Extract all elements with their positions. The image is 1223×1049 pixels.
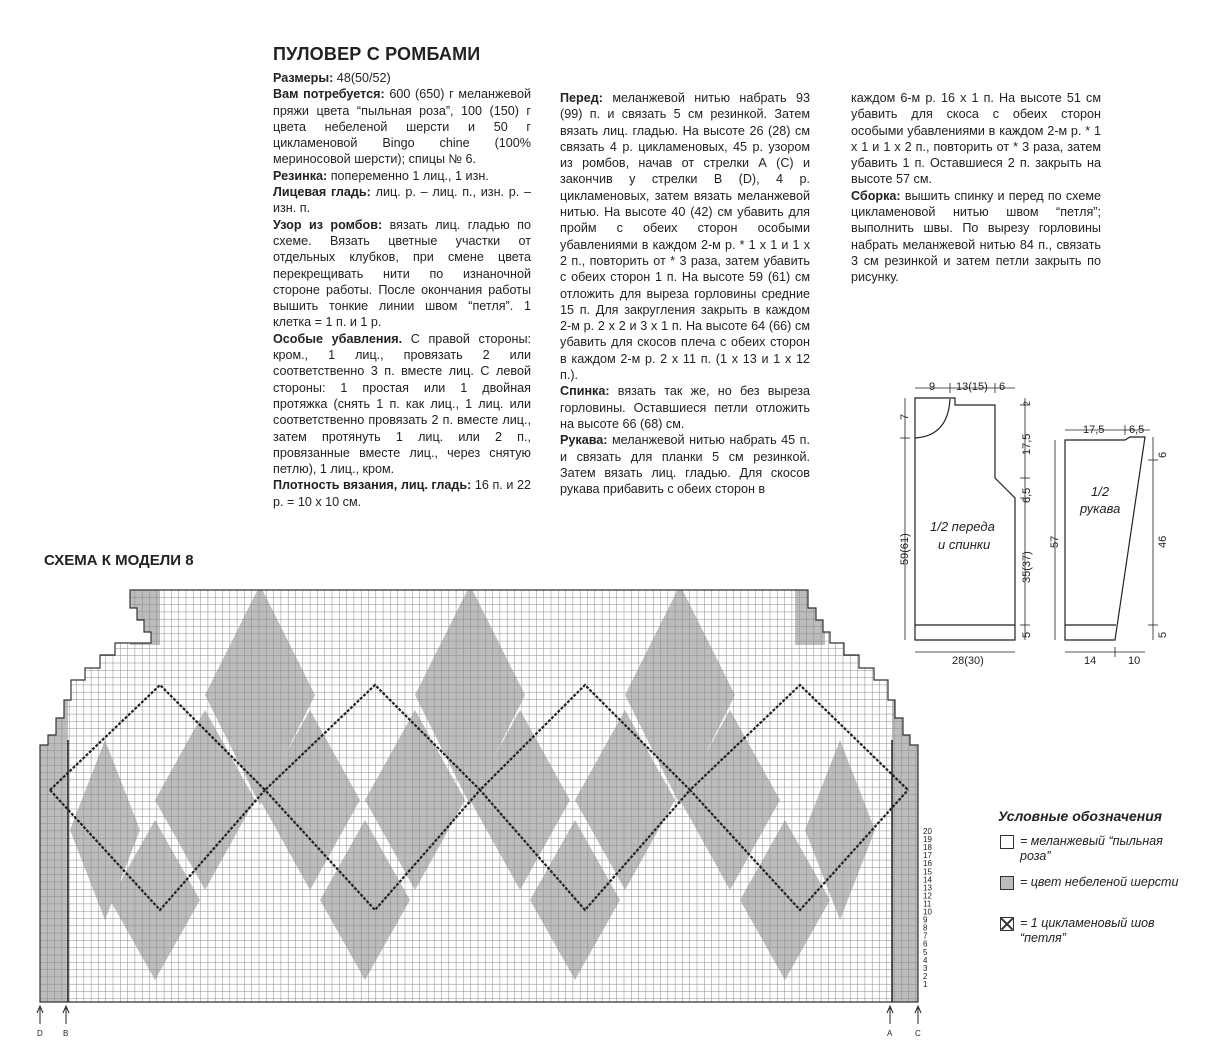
row-number-label: 9 [923, 915, 928, 925]
row-number-label: 4 [923, 955, 928, 965]
paragraph-text: 16 п. и 22 р. = 10 х 10 см. [273, 478, 531, 509]
sleeve-width-1: 17,5 [1083, 424, 1105, 436]
front-height-neck: 7 [899, 413, 911, 420]
column-arrows [37, 1006, 921, 1038]
front-h-4: 35(37) [1021, 551, 1033, 583]
paragraph-label: Узор из ромбов: [273, 217, 383, 232]
sleeve-label-line1: 1/2 [1091, 484, 1110, 499]
row-number-label: 7 [923, 931, 928, 941]
column-arrow-icon [887, 1006, 893, 1024]
sleeve-label-line2: рукава [1080, 501, 1121, 516]
front-width-1: 9 [929, 381, 936, 393]
knitting-chart [40, 585, 918, 1002]
front-h-1: 2 [1022, 400, 1032, 406]
row-number-label: 8 [923, 923, 928, 933]
article-title: ПУЛОВЕР С РОМБАМИ [273, 44, 481, 64]
sleeve-h-1: 6 [1157, 451, 1169, 458]
row-number-label: 5 [923, 947, 928, 957]
paragraph-label: Размеры: [273, 71, 334, 85]
column-arrow-icon [915, 1006, 921, 1024]
sleeve-h-2: 46 [1157, 535, 1169, 548]
row-number-label: 10 [923, 907, 932, 917]
legend-item-natural [1000, 875, 1180, 890]
legend-text-1: = меланжевый “пыльная роза” [1020, 834, 1163, 863]
sleeve-outline [1065, 437, 1145, 640]
neckline-curve [915, 399, 950, 438]
paragraph-label: Сборка: [851, 188, 901, 203]
paragraph-text: С правой стороны: кром., 1 лиц., провязать 2 или соответственно 3 п. вместе лиц. С левой стороны: 1 простая или 1 двойная протяжка (снять 1 п. как лиц., 1 лиц. или соответственно провязать 2 п. вместе лиц., затем протянуть 1 лиц. или 2 п., провязанные вместе лиц., через снятую петлю), 1 лиц., кром. [273, 331, 531, 477]
paragraph-text: вязать так же, но без выреза горловины. Оставшиеся петли отложить на высоте 66 (68) см. [560, 384, 810, 431]
sleeve-h-3: 5 [1157, 631, 1169, 638]
paragraph-label: Плотность вязания, лиц. гладь: [273, 478, 472, 493]
column-arrow-label: C [915, 1029, 921, 1038]
row-number-label: 13 [923, 883, 932, 893]
gray-square-icon [1000, 876, 1014, 890]
row-number-label: 1 [923, 979, 928, 989]
front-h-5: 5 [1021, 631, 1033, 638]
chart-left-shoulder-band [130, 590, 160, 645]
front-h-3: 6,5 [1021, 487, 1033, 503]
row-number-label: 6 [923, 939, 928, 949]
row-number-label: 19 [923, 835, 932, 845]
row-number-label: 20 [923, 827, 932, 836]
legend-title: Условные обозначения [998, 808, 1163, 824]
row-number-label: 18 [923, 843, 932, 853]
white-square-icon [1000, 835, 1014, 849]
front-h-2: 17,5 [1021, 433, 1033, 455]
sleeve-bottom-2: 10 [1128, 655, 1141, 667]
paragraph-text: вышить спинку и перед по схеме цикламеновой нитью швом “петля”; выполнить швы. По вырезу горловины набрать меланжевой нитью 84 п., связать 3 см резинкой и затем петли закрыть по рисунку. [851, 188, 1101, 285]
paragraph-text: попеременно 1 лиц., 1 изн. [327, 168, 489, 183]
sleeve-bottom-1: 14 [1084, 655, 1097, 667]
legend-text-2: = цвет небеленой шерсти [1020, 875, 1179, 889]
row-number-label: 17 [923, 851, 932, 861]
front-height-total: 59(61) [899, 533, 911, 565]
paragraph-label: Перед: [560, 91, 603, 105]
paragraph-text: меланжевой нитью набрать 93 (99) п. и связать 5 см резинкой. Затем вязать лиц. гладью. На высоте 26 (28) см связать 4 р. цикламеновых, 45 р. узором из ромбов, начав от стрелки А (С) и закончив у стрелки В (D), 4 р. цикламеновых, затем вязать меланжевой нитью. На высоте 40 (42) см убавить для пройм с обеих сторон особыми убавлениями в каждом 2-м р. * 1 х 1 и 1 х 2 п., повторить от * 3 раза, затем убавить с обеих сторон 1 п. На высоте 59 (61) см отложить для выреза горловины средние 15 п. Для закругления закрыть в каждом 2-м р. 2 х 2 и 3 х 1 п. На высоте 64 (66) см убавить для скосов плеча с обеих сторон в каждом 2-м р. 2 х 11 п. (1 х 13 и 1 х 12 п.). [560, 91, 810, 383]
sleeve-width-2: 6,5 [1129, 424, 1145, 436]
paragraph-label: Спинка: [560, 384, 610, 399]
paragraph-label: Вам потребуется: [273, 87, 385, 102]
legend-text-3: = 1 цикламеновый шов “петля” [1020, 916, 1155, 945]
front-width-2: 13(15) [956, 381, 988, 393]
column-arrow-label: D [37, 1029, 43, 1038]
legend-item-melange [1000, 834, 1180, 864]
row-number-label: 12 [923, 891, 932, 901]
column-arrow-icon [37, 1006, 43, 1024]
row-number-label: 15 [923, 867, 932, 877]
row-number-label: 16 [923, 859, 932, 869]
paragraph-label: Лицевая гладь: [273, 185, 371, 200]
paragraph-text: 48(50/52) [333, 71, 391, 85]
column-arrow-label: A [887, 1029, 893, 1038]
paragraph-label: Резинка: [273, 168, 328, 183]
paragraph-text: лиц. р. – лиц. п., изн. р. – изн. п. [273, 185, 531, 216]
row-number-label: 3 [923, 963, 928, 973]
column-arrow-label: B [63, 1029, 69, 1038]
front-bottom-width: 28(30) [952, 655, 984, 667]
paragraph-text: вязать лиц. гладью по схеме. Вязать цветные участки от отдельных клубков, при смене цвета перекрещивать нити по изнаночной стороне работы. После окончания работы вышить тонкие линии швом “петля”. 1 клетка = 1 п. и 1 р. [273, 217, 531, 330]
legend-item-cyclamen [1000, 916, 1180, 946]
sleeve-height-left: 57 [1049, 535, 1061, 548]
column-arrow-icon [63, 1006, 69, 1024]
paragraph-text: меланжевой нитью набрать 45 п. и связать для планки 5 см резинкой. Затем вязать лиц. гладью. Для скосов рукава прибавить с обеих сторон в [560, 433, 810, 497]
paragraph-text: 600 (650) г меланжевой пряжи цвета “пыльная роза”, 100 (150) г цвета небеленой шерсти и 50 г цикламеновой Bingo chine (100% мериносовой шерсти); спицы № 6. [273, 87, 531, 167]
paragraph-text: каждом 6-м р. 16 х 1 п. На высоте 51 см убавить для скоса с обеих сторон особыми убавлениями в каждом 2-м р. * 1 х 1 и 1 х 2 п., повторить от * 3 раза, затем убавить 1 п. Оставшиеся 2 п. закрыть на высоте 57 см. [851, 91, 1101, 187]
paragraph-label: Рукава: [560, 433, 608, 448]
row-number-label: 14 [923, 875, 932, 885]
row-number-label: 2 [923, 971, 928, 981]
crossed-square-icon [1000, 917, 1014, 931]
scheme-title: СХЕМА К МОДЕЛИ 8 [44, 552, 194, 569]
front-label-line1: 1/2 переда [930, 519, 995, 534]
chart-right-shoulder-band [795, 590, 825, 645]
row-numbers [923, 827, 932, 989]
paragraph-label: Особые убавления. [273, 331, 403, 346]
front-label-line2: и спинки [938, 537, 991, 552]
front-width-3: 6 [999, 381, 1006, 393]
row-number-label: 11 [923, 899, 932, 909]
